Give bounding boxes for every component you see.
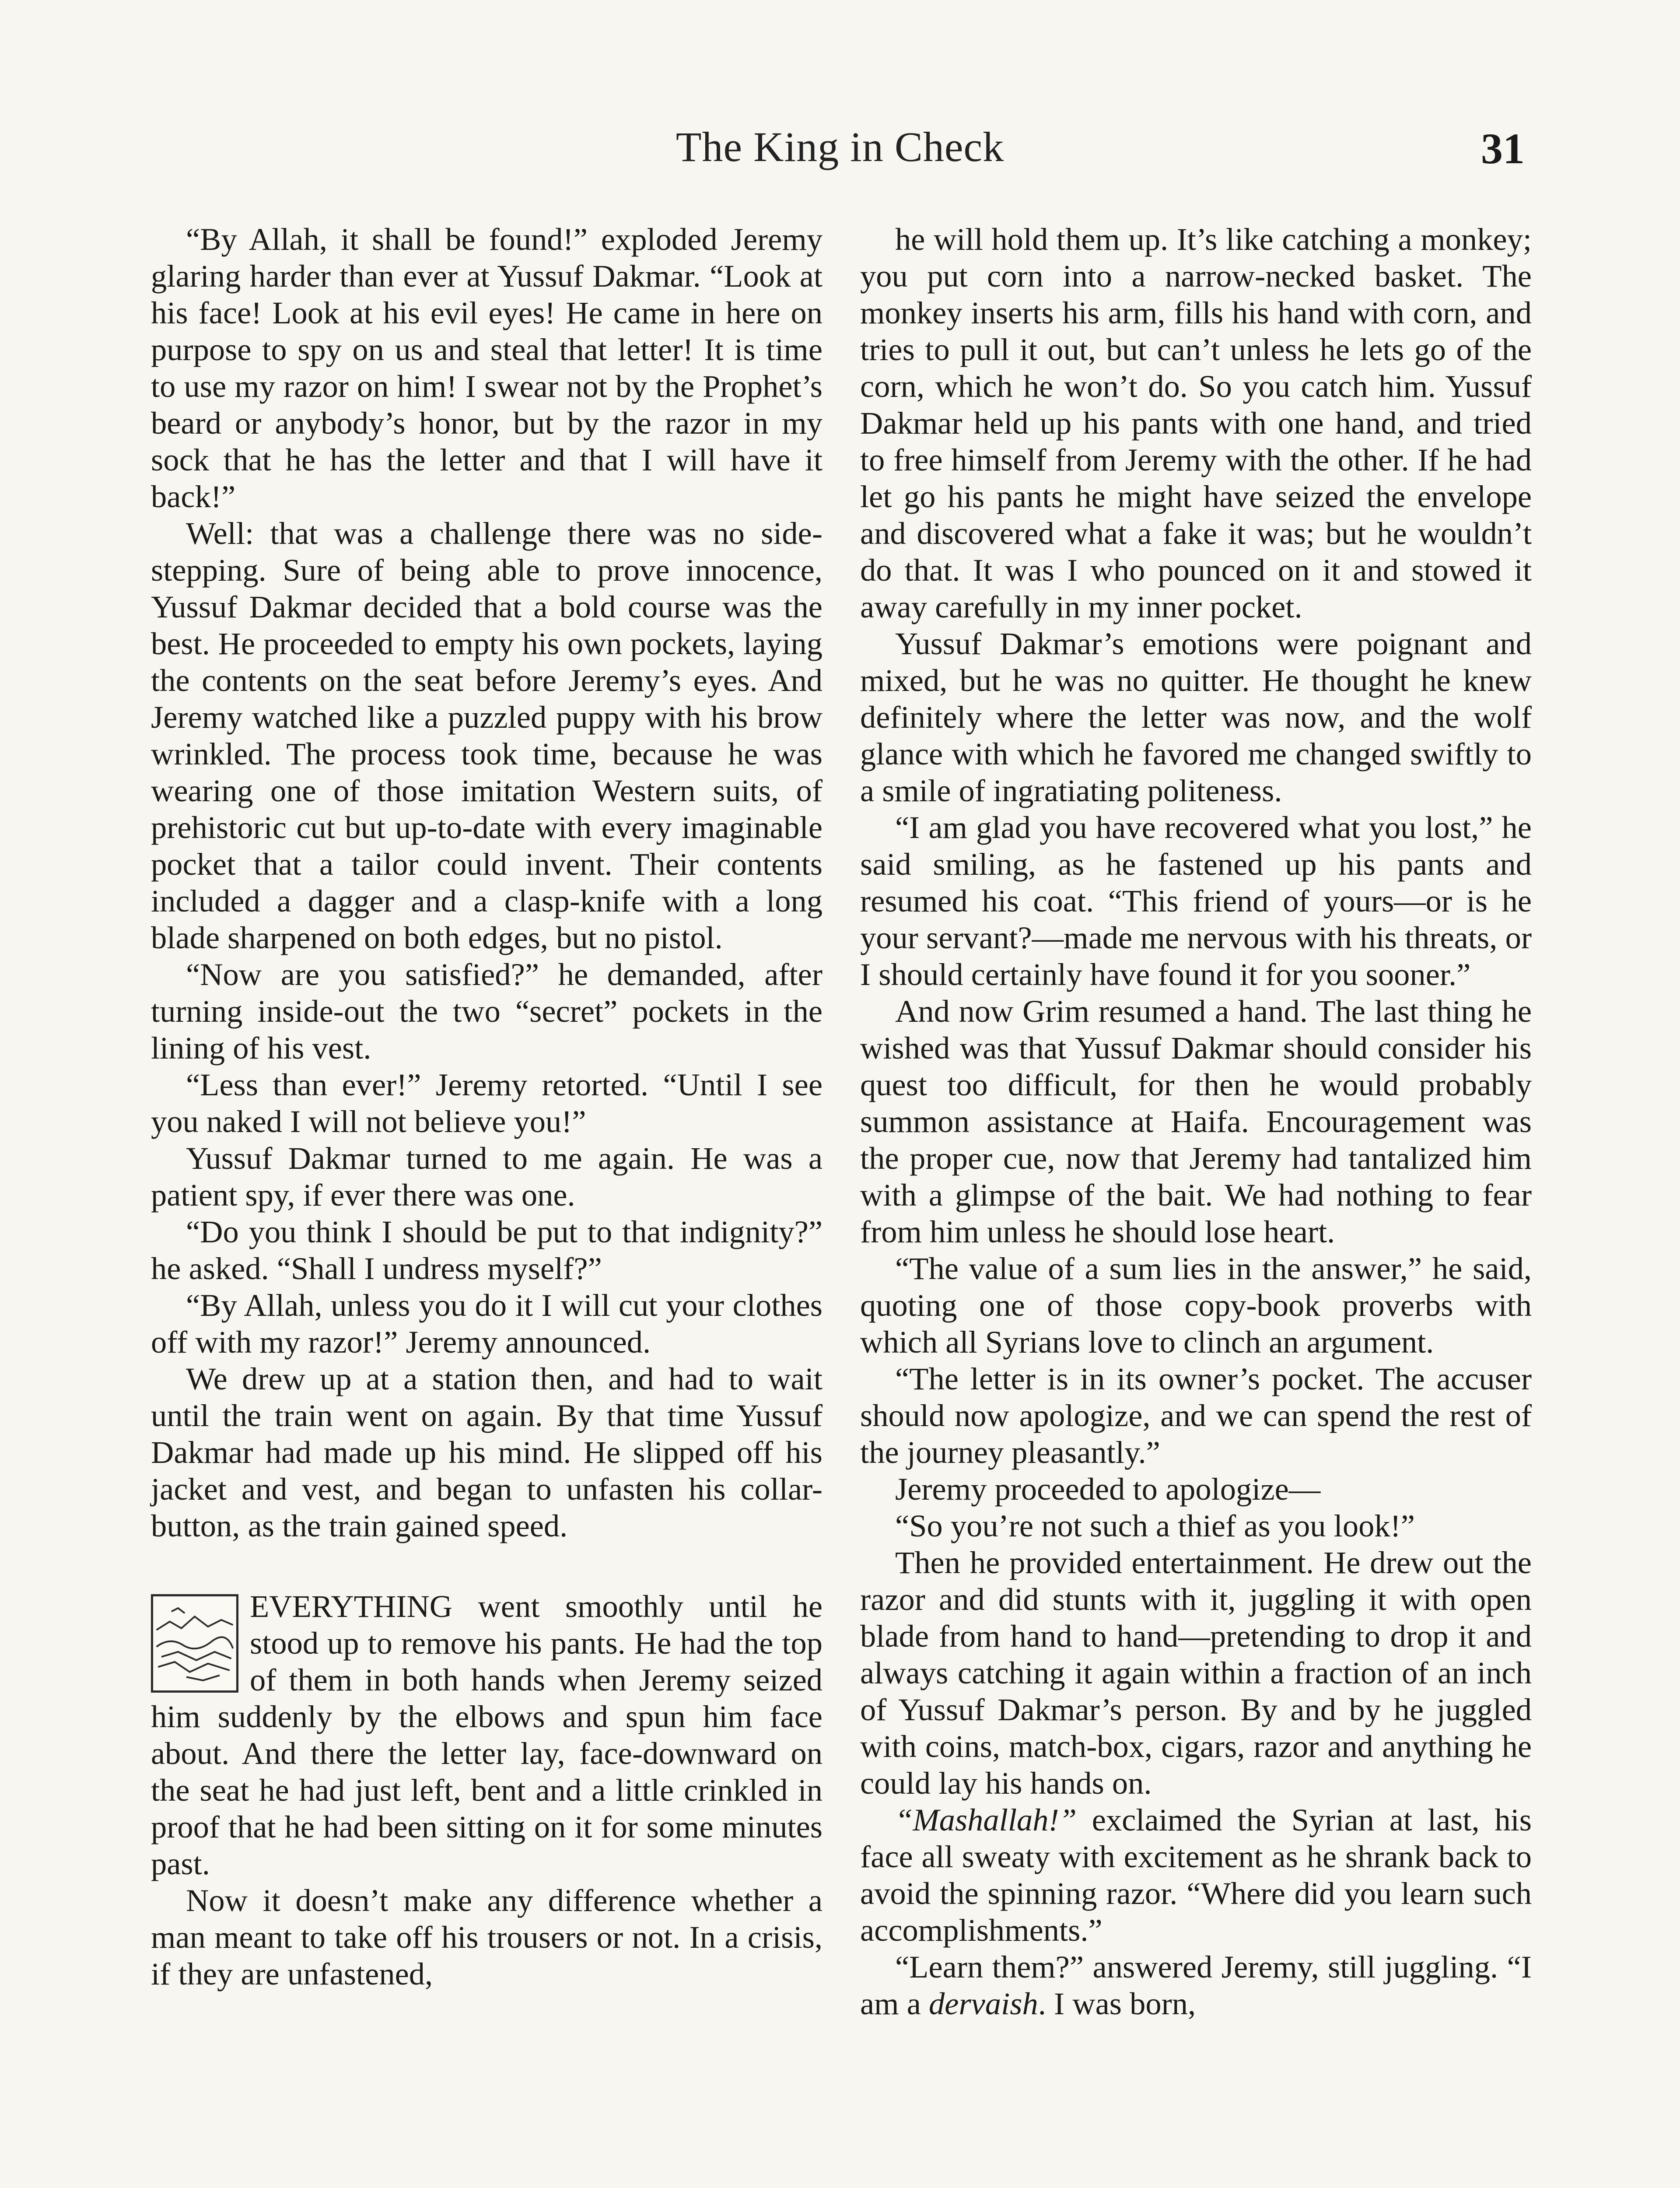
paragraph: “By Allah, it shall be found!” exploded Jeremy glaring harder than ever at Yussuf Dakmar. “Look at his face! Look at his evil eyes! He came in here on purpose to spy on us and steal that letter! It is time to use my razor on him! I swear not by the Prophet’s beard or anybody’s honor, but by the razor in my sock that he has the letter and that I will have it back!”	[151, 221, 822, 514]
paragraph: Jeremy proceeded to apologize—	[895, 1471, 1321, 1507]
learn-text-after: . I was born,	[1038, 1986, 1196, 2021]
paragraph: he will hold them up. It’s like catching a monkey; you put corn into a narrow-necked basket. The monkey inserts his arm, fills his hand with corn, and tries to pull it out, but can’t unless he lets go of the corn, which he won’t do. So you catch him. Yussuf Dakmar held up his pants with one hand, and tried to free himself from Jeremy with the other. If he had let go his pants he might have seized the envelope and discovered what a fake it was; but he wouldn’t do that. It was I who pounced on it and stowed it away carefully in my inner pocket.	[860, 221, 1532, 624]
right-paragraphs	[860, 221, 1532, 1802]
paragraph: “Do you think I should be put to that indignity?” he asked. “Shall I undress myself?”	[151, 1214, 822, 1286]
section-opening-paragraph	[151, 1588, 822, 1882]
learn-text-before: “Learn them?” answered Jeremy, still juggling. “I am a	[860, 1949, 1532, 2021]
paragraph: “The letter is in its owner’s pocket. The accuser should now apologize, and we can spend the rest of the journey pleasantly.”	[860, 1361, 1532, 1470]
paragraph: “By Allah, unless you do it I will cut your clothes off with my razor!” Jeremy announced.	[151, 1287, 822, 1360]
learn-paragraph	[860, 1949, 1532, 2022]
paragraph: Yussuf Dakmar turned to me again. He was a patient spy, if ever there was one.	[151, 1140, 822, 1213]
paragraph: Yussuf Dakmar’s emotions were poignant and mixed, but he was no quitter. He thought he knew definitely where the letter was now, and the wolf glance with which he favored me changed swiftly to a smile of ingratiating politeness.	[860, 626, 1532, 808]
paragraph: “The value of a sum lies in the answer,” he said, quoting one of those copy-book proverbs with which all Syrians love to clinch an argument.	[860, 1251, 1532, 1360]
decorative-initial-icon	[151, 1594, 238, 1693]
paragraph: “So you’re not such a thief as you look!”	[895, 1508, 1415, 1543]
paragraph: “Less than ever!” Jeremy retorted. “Until I see you naked I will not believe you!”	[151, 1067, 822, 1139]
paragraph: Then he provided entertainment. He drew out the razor and did stunts with it, juggling it with open blade from hand to hand—pretending to drop it and always catching it again within a fraction of an inch of Yussuf Dakmar’s person. By and by he juggled with coins, match-box, cigars, razor and anything he could lay his hands on.	[860, 1545, 1532, 1801]
paragraph: “Now are you satisfied?” he demanded, after turning inside-out the two “secret” pockets in the lining of his vest.	[151, 957, 822, 1066]
page-title: The King in Check	[676, 123, 1004, 170]
paragraph: “I am glad you have recovered what you lost,” he said smiling, as he fastened up his pants and resumed his coat. “This friend of yours—or is he your servant?—made me nervous with his threats, or I should certainly have found it for you sooner.”	[860, 810, 1532, 992]
mashallah-paragraph	[860, 1802, 1532, 1949]
left-paragraphs	[151, 221, 822, 1544]
page-number: 31	[1481, 124, 1525, 173]
paragraph: Now it doesn’t make any difference whether a man meant to take off his trousers or not. In a crisis, if they are unfastened,	[151, 1883, 822, 1992]
paragraph: We drew up at a station then, and had to wait until the train went on again. By that time Yussuf Dakmar had made up his mind. He slipped off his jacket and vest, and began to unfasten his collar-button, as the train gained speed.	[151, 1361, 822, 1543]
right-column	[860, 221, 1532, 2022]
section-break	[151, 1544, 822, 1588]
left-paragraphs-after	[151, 1882, 822, 1992]
paragraph: Well: that was a challenge there was no side-stepping. Sure of being able to prove innocence, Yussuf Dakmar decided that a bold course was the best. He proceeded to empty his own pockets, laying the contents on the seat before Jeremy’s eyes. And Jeremy watched like a puzzled puppy with his brow wrinkled. The process took time, because he was wearing one of those imitation Western suits, of prehistoric cut but up-to-date with every imaginable pocket that a tailor could invent. Their contents included a dagger and a clasp-knife with a long blade sharpened on both edges, but no pistol.	[151, 515, 822, 955]
mashallah-exclamation: “Mashallah!”	[895, 1802, 1077, 1837]
paragraph: And now Grim resumed a hand. The last thing he wished was that Yussuf Dakmar should consider his quest too difficult, for then he would probably summon assistance at Haifa. Encouragement was the proper cue, now that Jeremy had tantalized him with a glimpse of the bait. We had nothing to fear from him unless he should lose heart.	[860, 993, 1532, 1249]
left-column	[151, 221, 822, 1992]
section-lead-word: EVERYTHING	[250, 1588, 453, 1624]
dervaish-word: dervaish	[929, 1986, 1038, 2021]
mashallah-text: exclaimed the Syrian at last, his face all sweaty with excitement as he shrank back to avoid the spinning razor. “Where did you learn such accomplishments.”	[860, 1802, 1532, 1948]
section-opening-text: went smoothly until he stood up to remove his pants. He had the top of them in both hands when Jeremy seized him suddenly by the elbows and spun him face about. And there the letter lay, face-downward on the seat he had just left, bent and a little crinkled in proof that he had been sitting on it for some minutes past.	[151, 1588, 822, 1881]
